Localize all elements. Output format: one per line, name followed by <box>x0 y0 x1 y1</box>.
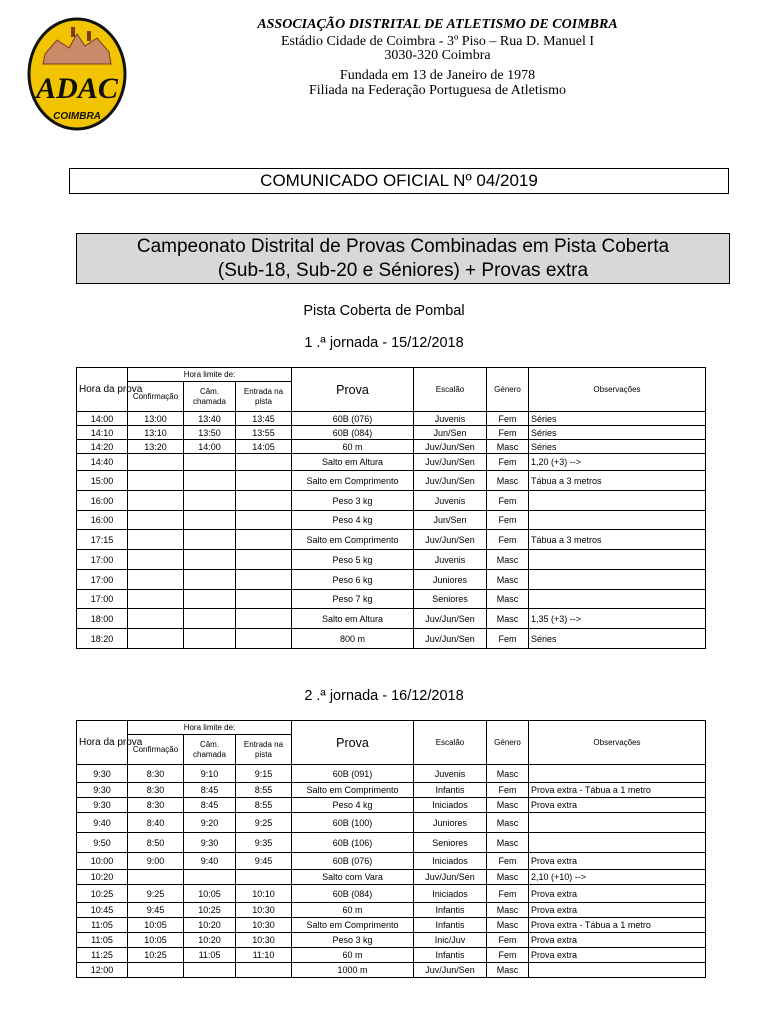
cell-confirmacao: 13:20 <box>128 440 184 454</box>
cell-prova: 60B (084) <box>292 885 414 903</box>
cell-hora: 14:40 <box>77 454 128 471</box>
cell-observacoes: Séries <box>529 629 706 649</box>
table-row <box>77 903 706 918</box>
cell-entrada-pista <box>236 454 292 471</box>
cell-hora: 16:00 <box>77 491 128 511</box>
event-title-line2: (Sub-18, Sub-20 e Séniores) + Provas extra <box>217 260 589 281</box>
founded-line: Fundada em 13 de Janeiro de 1978 <box>339 68 536 83</box>
cell-cam-chamada: 11:05 <box>184 948 236 963</box>
cell-cam-chamada <box>184 570 236 590</box>
event-title-box <box>76 233 730 284</box>
col-observacoes: Observações <box>529 368 706 412</box>
cell-prova: 60B (084) <box>292 426 414 440</box>
cell-escalao: Juvenis <box>414 550 487 570</box>
cell-genero: Masc <box>487 590 529 609</box>
cell-prova: 60B (100) <box>292 813 414 833</box>
comunicado-title: COMUNICADO OFICIAL Nº 04/2019 <box>69 168 729 194</box>
cell-hora: 11:05 <box>77 918 128 933</box>
cell-cam-chamada <box>184 530 236 550</box>
cell-prova: Peso 3 kg <box>292 491 414 511</box>
cell-cam-chamada: 13:40 <box>184 412 236 426</box>
venue: Pista Coberta de Pombal <box>303 303 465 319</box>
col-hora-prova: Hora da prova <box>77 368 128 412</box>
col-cam-chamada: Câm. chamada <box>184 735 236 765</box>
col-escalao: Escalão <box>414 721 487 765</box>
cell-entrada-pista <box>236 870 292 885</box>
table-row <box>77 798 706 813</box>
cell-escalao: Juvenis <box>414 412 487 426</box>
cell-entrada-pista: 14:05 <box>236 440 292 454</box>
cell-confirmacao <box>128 550 184 570</box>
cell-escalao: Seniores <box>414 833 487 853</box>
jornada-1-table <box>76 367 706 649</box>
cell-cam-chamada <box>184 609 236 629</box>
association-name: ASSOCIAÇÃO DISTRITAL DE ATLETISMO DE COIMBRA <box>257 17 618 32</box>
jornada-2-table <box>76 720 706 978</box>
cell-entrada-pista <box>236 530 292 550</box>
cell-prova: Salto em Comprimento <box>292 471 414 491</box>
cell-hora: 9:50 <box>77 833 128 853</box>
cell-escalao: Juvenis <box>414 765 487 783</box>
cell-confirmacao: 9:25 <box>128 885 184 903</box>
cell-cam-chamada <box>184 491 236 511</box>
cell-confirmacao: 10:05 <box>128 933 184 948</box>
cell-entrada-pista <box>236 609 292 629</box>
col-observacoes: Observações <box>529 721 706 765</box>
cell-confirmacao: 9:45 <box>128 903 184 918</box>
cell-cam-chamada: 10:25 <box>184 903 236 918</box>
cell-entrada-pista: 10:30 <box>236 918 292 933</box>
cell-genero: Masc <box>487 903 529 918</box>
cell-cam-chamada: 9:20 <box>184 813 236 833</box>
cell-entrada-pista <box>236 550 292 570</box>
table-row <box>77 948 706 963</box>
cell-hora: 9:30 <box>77 765 128 783</box>
cell-confirmacao: 8:50 <box>128 833 184 853</box>
cell-genero: Masc <box>487 813 529 833</box>
cell-genero: Masc <box>487 798 529 813</box>
cell-escalao: Inic/Juv <box>414 933 487 948</box>
event-title-line1: Campeonato Distrital de Provas Combinadas em Pista Coberta <box>136 236 670 257</box>
col-cam-chamada: Câm. chamada <box>184 382 236 412</box>
cell-confirmacao: 8:30 <box>128 798 184 813</box>
cell-observacoes: Séries <box>529 426 706 440</box>
cell-cam-chamada: 13:50 <box>184 426 236 440</box>
col-confirmacao: Confirmação <box>128 382 184 412</box>
cell-escalao: Infantis <box>414 783 487 798</box>
cell-hora: 9:30 <box>77 798 128 813</box>
cell-genero: Fem <box>487 511 529 530</box>
cell-observacoes: 1,20 (+3) --> <box>529 454 706 471</box>
cell-entrada-pista <box>236 491 292 511</box>
cell-prova: Peso 5 kg <box>292 550 414 570</box>
table-row <box>77 853 706 870</box>
cell-genero: Fem <box>487 530 529 550</box>
cell-entrada-pista: 11:10 <box>236 948 292 963</box>
cell-observacoes: 2,10 (+10) --> <box>529 870 706 885</box>
table-row <box>77 609 706 629</box>
cell-prova: 60B (091) <box>292 765 414 783</box>
cell-hora: 18:00 <box>77 609 128 629</box>
cell-hora: 14:10 <box>77 426 128 440</box>
cell-prova: Salto em Altura <box>292 609 414 629</box>
table-row <box>77 590 706 609</box>
cell-entrada-pista <box>236 570 292 590</box>
cell-cam-chamada <box>184 963 236 978</box>
cell-observacoes: Prova extra - Tábua a 1 metro <box>529 918 706 933</box>
cell-observacoes: 1,35 (+3) --> <box>529 609 706 629</box>
cell-genero: Fem <box>487 853 529 870</box>
cell-hora: 14:20 <box>77 440 128 454</box>
table-row <box>77 629 706 649</box>
cell-escalao: Iniciados <box>414 798 487 813</box>
cell-observacoes <box>529 765 706 783</box>
cell-cam-chamada: 9:40 <box>184 853 236 870</box>
cell-cam-chamada: 9:30 <box>184 833 236 853</box>
cell-observacoes: Prova extra <box>529 853 706 870</box>
cell-prova: Peso 6 kg <box>292 570 414 590</box>
cell-entrada-pista: 9:45 <box>236 853 292 870</box>
cell-prova: Peso 3 kg <box>292 933 414 948</box>
cell-genero: Masc <box>487 765 529 783</box>
table-row <box>77 870 706 885</box>
association-address: Estádio Cidade de Coimbra - 3º Piso – Rua D. Manuel I <box>280 34 595 49</box>
cell-entrada-pista: 10:10 <box>236 885 292 903</box>
cell-prova: Salto em Comprimento <box>292 530 414 550</box>
cell-entrada-pista: 9:15 <box>236 765 292 783</box>
cell-escalao: Infantis <box>414 948 487 963</box>
col-hora-prova: Hora da prova <box>77 721 128 765</box>
cell-confirmacao: 8:40 <box>128 813 184 833</box>
cell-prova: Peso 7 kg <box>292 590 414 609</box>
cell-escalao: Infantis <box>414 918 487 933</box>
cell-confirmacao <box>128 870 184 885</box>
cell-cam-chamada: 10:05 <box>184 885 236 903</box>
cell-confirmacao <box>128 511 184 530</box>
cell-observacoes: Prova extra <box>529 903 706 918</box>
cell-prova: 60B (076) <box>292 853 414 870</box>
cell-hora: 17:00 <box>77 570 128 590</box>
col-prova: Prova <box>292 721 414 765</box>
cell-observacoes: Tábua a 3 metros <box>529 530 706 550</box>
cell-observacoes: Séries <box>529 412 706 426</box>
cell-entrada-pista: 9:35 <box>236 833 292 853</box>
cell-entrada-pista: 13:45 <box>236 412 292 426</box>
col-hora-limite: Hora limite de: <box>128 721 292 735</box>
cell-cam-chamada <box>184 511 236 530</box>
table-row <box>77 471 706 491</box>
svg-text:COIMBRA: COIMBRA <box>53 111 101 122</box>
cell-cam-chamada: 14:00 <box>184 440 236 454</box>
cell-prova: 60 m <box>292 440 414 454</box>
cell-entrada-pista: 10:30 <box>236 933 292 948</box>
cell-entrada-pista <box>236 471 292 491</box>
cell-genero: Fem <box>487 454 529 471</box>
cell-cam-chamada: 10:20 <box>184 918 236 933</box>
cell-observacoes <box>529 813 706 833</box>
col-genero: Género <box>487 368 529 412</box>
cell-hora: 14:00 <box>77 412 128 426</box>
cell-escalao: Juv/Jun/Sen <box>414 440 487 454</box>
table-row <box>77 412 706 426</box>
cell-observacoes: Prova extra <box>529 798 706 813</box>
table-row <box>77 426 706 440</box>
cell-prova: 60B (106) <box>292 833 414 853</box>
cell-observacoes: Séries <box>529 440 706 454</box>
federation-line: Filiada na Federação Portuguesa de Atletismo <box>309 83 566 98</box>
cell-confirmacao <box>128 530 184 550</box>
cell-observacoes: Prova extra <box>529 885 706 903</box>
col-entrada-pista: Entrada na pista <box>236 382 292 412</box>
cell-escalao: Juv/Jun/Sen <box>414 870 487 885</box>
cell-escalao: Juv/Jun/Sen <box>414 454 487 471</box>
svg-text:ADAC: ADAC <box>36 72 118 105</box>
cell-cam-chamada <box>184 629 236 649</box>
cell-genero: Fem <box>487 933 529 948</box>
cell-confirmacao: 8:30 <box>128 783 184 798</box>
cell-confirmacao: 13:10 <box>128 426 184 440</box>
adac-logo <box>27 18 127 131</box>
cell-cam-chamada <box>184 550 236 570</box>
cell-prova: Peso 4 kg <box>292 798 414 813</box>
cell-prova: 800 m <box>292 629 414 649</box>
cell-escalao: Iniciados <box>414 885 487 903</box>
cell-observacoes <box>529 590 706 609</box>
cell-confirmacao <box>128 491 184 511</box>
association-zip: 3030-320 Coimbra <box>384 48 491 63</box>
cell-hora: 15:00 <box>77 471 128 491</box>
cell-hora: 9:30 <box>77 783 128 798</box>
cell-genero: Fem <box>487 629 529 649</box>
cell-cam-chamada: 8:45 <box>184 798 236 813</box>
cell-cam-chamada: 8:45 <box>184 783 236 798</box>
table-row <box>77 918 706 933</box>
cell-hora: 10:45 <box>77 903 128 918</box>
table-row <box>77 783 706 798</box>
cell-escalao: Infantis <box>414 903 487 918</box>
cell-confirmacao <box>128 590 184 609</box>
table-row <box>77 491 706 511</box>
cell-genero: Masc <box>487 870 529 885</box>
cell-cam-chamada <box>184 870 236 885</box>
cell-confirmacao: 10:05 <box>128 918 184 933</box>
cell-hora: 18:20 <box>77 629 128 649</box>
cell-prova: 60 m <box>292 903 414 918</box>
cell-prova: 60 m <box>292 948 414 963</box>
cell-prova: Peso 4 kg <box>292 511 414 530</box>
cell-entrada-pista: 9:25 <box>236 813 292 833</box>
table-row <box>77 765 706 783</box>
cell-escalao: Jun/Sen <box>414 426 487 440</box>
cell-observacoes: Prova extra - Tábua a 1 metro <box>529 783 706 798</box>
cell-observacoes <box>529 491 706 511</box>
cell-confirmacao: 9:00 <box>128 853 184 870</box>
cell-cam-chamada <box>184 590 236 609</box>
cell-genero: Masc <box>487 609 529 629</box>
table-row <box>77 933 706 948</box>
cell-hora: 10:20 <box>77 870 128 885</box>
cell-entrada-pista <box>236 590 292 609</box>
cell-confirmacao: 10:25 <box>128 948 184 963</box>
cell-genero: Masc <box>487 440 529 454</box>
cell-genero: Masc <box>487 833 529 853</box>
cell-cam-chamada <box>184 471 236 491</box>
col-confirmacao: Confirmação <box>128 735 184 765</box>
table-row <box>77 885 706 903</box>
cell-genero: Fem <box>487 948 529 963</box>
cell-genero: Fem <box>487 783 529 798</box>
cell-genero: Fem <box>487 491 529 511</box>
table-row <box>77 454 706 471</box>
cell-genero: Masc <box>487 570 529 590</box>
cell-cam-chamada: 10:20 <box>184 933 236 948</box>
cell-confirmacao: 13:00 <box>128 412 184 426</box>
cell-observacoes <box>529 833 706 853</box>
cell-escalao: Juv/Jun/Sen <box>414 629 487 649</box>
cell-entrada-pista: 10:30 <box>236 903 292 918</box>
cell-hora: 11:05 <box>77 933 128 948</box>
cell-observacoes <box>529 570 706 590</box>
cell-confirmacao <box>128 963 184 978</box>
cell-cam-chamada <box>184 454 236 471</box>
cell-genero: Masc <box>487 918 529 933</box>
cell-confirmacao <box>128 454 184 471</box>
cell-confirmacao <box>128 629 184 649</box>
cell-entrada-pista <box>236 629 292 649</box>
cell-hora: 17:00 <box>77 550 128 570</box>
table-row <box>77 570 706 590</box>
table-row <box>77 550 706 570</box>
cell-escalao: Juvenis <box>414 491 487 511</box>
cell-confirmacao <box>128 609 184 629</box>
jornada-2-title: 2 .ª jornada - 16/12/2018 <box>304 688 464 704</box>
cell-confirmacao: 8:30 <box>128 765 184 783</box>
cell-entrada-pista: 8:55 <box>236 783 292 798</box>
col-hora-limite: Hora limite de: <box>128 368 292 382</box>
cell-observacoes: Prova extra <box>529 948 706 963</box>
col-genero: Género <box>487 721 529 765</box>
col-entrada-pista: Entrada na pista <box>236 735 292 765</box>
cell-hora: 10:25 <box>77 885 128 903</box>
jornada-1-title: 1 .ª jornada - 15/12/2018 <box>304 335 464 351</box>
cell-escalao: Juv/Jun/Sen <box>414 609 487 629</box>
col-escalao: Escalão <box>414 368 487 412</box>
cell-prova: 60B (076) <box>292 412 414 426</box>
cell-genero: Fem <box>487 885 529 903</box>
col-prova: Prova <box>292 368 414 412</box>
cell-hora: 17:15 <box>77 530 128 550</box>
table-row <box>77 963 706 978</box>
cell-hora: 10:00 <box>77 853 128 870</box>
cell-escalao: Seniores <box>414 590 487 609</box>
cell-prova: 1000 m <box>292 963 414 978</box>
cell-hora: 12:00 <box>77 963 128 978</box>
cell-entrada-pista: 13:55 <box>236 426 292 440</box>
table-row <box>77 440 706 454</box>
cell-escalao: Juv/Jun/Sen <box>414 963 487 978</box>
cell-hora: 17:00 <box>77 590 128 609</box>
cell-observacoes <box>529 550 706 570</box>
cell-escalao: Iniciados <box>414 853 487 870</box>
cell-cam-chamada: 9:10 <box>184 765 236 783</box>
cell-entrada-pista: 8:55 <box>236 798 292 813</box>
cell-observacoes <box>529 511 706 530</box>
cell-hora: 16:00 <box>77 511 128 530</box>
cell-genero: Masc <box>487 471 529 491</box>
cell-entrada-pista <box>236 511 292 530</box>
cell-genero: Fem <box>487 412 529 426</box>
cell-hora: 11:25 <box>77 948 128 963</box>
cell-prova: Salto em Altura <box>292 454 414 471</box>
cell-genero: Fem <box>487 426 529 440</box>
cell-observacoes: Prova extra <box>529 933 706 948</box>
table-row <box>77 813 706 833</box>
cell-escalao: Juv/Jun/Sen <box>414 471 487 491</box>
cell-confirmacao <box>128 570 184 590</box>
cell-genero: Masc <box>487 550 529 570</box>
cell-observacoes <box>529 963 706 978</box>
cell-prova: Salto com Vara <box>292 870 414 885</box>
cell-confirmacao <box>128 471 184 491</box>
cell-observacoes: Tábua a 3 metros <box>529 471 706 491</box>
cell-genero: Masc <box>487 963 529 978</box>
cell-escalao: Juniores <box>414 570 487 590</box>
cell-prova: Salto em Comprimento <box>292 783 414 798</box>
cell-hora: 9:40 <box>77 813 128 833</box>
cell-entrada-pista <box>236 963 292 978</box>
cell-escalao: Juniores <box>414 813 487 833</box>
cell-prova: Salto em Comprimento <box>292 918 414 933</box>
table-row <box>77 511 706 530</box>
cell-escalao: Jun/Sen <box>414 511 487 530</box>
cell-escalao: Juv/Jun/Sen <box>414 530 487 550</box>
table-row <box>77 833 706 853</box>
table-row <box>77 530 706 550</box>
